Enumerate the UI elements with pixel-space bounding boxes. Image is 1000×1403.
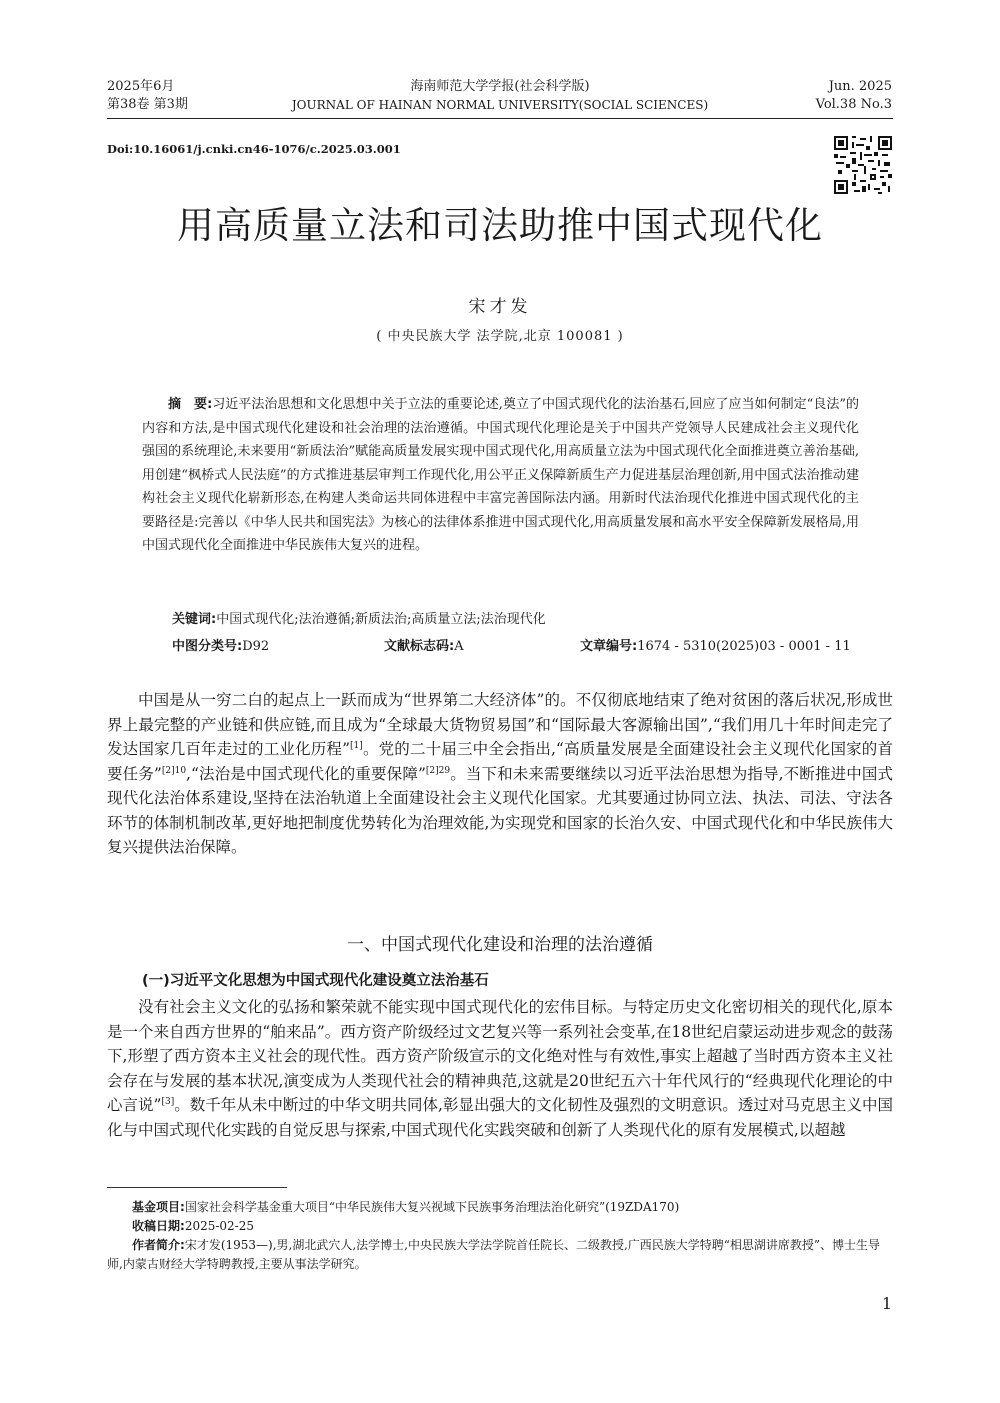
- received-label: 收稿日期:: [132, 1219, 185, 1233]
- qr-code: [834, 136, 892, 194]
- footnote-received: [132, 1217, 892, 1236]
- issue-volume-en: Vol.38 No.3: [815, 97, 892, 112]
- fund-label: 基金项目:: [132, 1200, 185, 1214]
- journal-name-en: JOURNAL OF HAINAN NORMAL UNIVERSITY(SOCIAL SCIENCES): [291, 98, 709, 112]
- header-center: [250, 78, 750, 114]
- citation-ref: [3]: [161, 1096, 175, 1107]
- citation-ref: [1]: [350, 740, 363, 751]
- issue-volume-cn: 第38卷 第3期: [107, 97, 188, 112]
- article-number-label: 文章编号:: [580, 639, 638, 654]
- section-heading: 一、中国式现代化建设和治理的法治遵循: [347, 935, 653, 955]
- fund-text: 国家社会科学基金重大项目“中华民族伟大复兴视域下民族事务治理法治化研究”(19ZDA170): [184, 1200, 680, 1214]
- article-number: [580, 637, 851, 657]
- author-name: 宋才发: [468, 297, 532, 317]
- received-date: 2025-02-25: [184, 1219, 254, 1233]
- intro-text-4: 。当下和未来需要继续以习近平法治思想为指导,不断推进中国式现代化法治体系建设,坚持在法治轨道上全面建设社会主义现代化国家。尤其要通过协同立法、执法、司法、守法各环节的体制机制改革,更好地把制度优势转化为治理效能,为实现党和国家的长治久安、中国式现代化和中华民族伟大复兴提供法治保障。: [107, 764, 893, 856]
- footnote-author: [107, 1236, 893, 1274]
- footnote-fund: [132, 1198, 892, 1217]
- article-title: 用高质量立法和司法助推中国式现代化: [177, 204, 823, 247]
- keywords: [172, 610, 872, 630]
- keywords-text: 中国式现代化;法治遵循;新质法治;高质量立法;法治现代化: [216, 612, 546, 627]
- doc-code-value: A: [454, 639, 464, 654]
- header-rule: [107, 118, 893, 119]
- article-number-value: 1674 - 5310(2025)03 - 0001 - 11: [637, 639, 851, 654]
- section-paragraph: [107, 995, 893, 1142]
- section-text-1: 没有社会主义文化的弘扬和繁荣就不能实现中国式现代化的宏伟目标。与特定历史文化密切相关的现代化,原本是一个来自西方世界的“舶来品”。西方资产阶级经过文艺复兴等一系列社会变革,在18世纪启蒙运动进步观念的鼓荡下,形塑了西方资本主义社会的现代性。西方资产阶级宣示的文化绝对性与有效性,事实上超越了当时西方资本主义社会存在与发展的基本状况,演变成为人类现代社会的精神典范,这就是20世纪五六十年代风行的“经典现代化理论的中心言说”: [107, 998, 893, 1114]
- author-bio-label: 作者简介:: [132, 1238, 185, 1252]
- document-code: [384, 637, 464, 657]
- intro-text-2: 。党的二十届三中全会指出,“高质量发展是全面建设社会主义现代化国家的首要任务”: [107, 740, 893, 783]
- citation-ref: [2]29: [425, 765, 451, 776]
- intro-paragraph: [107, 688, 893, 860]
- abstract-text: 习近平法治思想和文化思想中关于立法的重要论述,奠立了中国式现代化的法治基石,回应了应当如何制定“良法”的内容和方法,是中国式现代化建设和社会治理的法治遵循。中国式现代化理论是关于中国共产党领导人民建成社会主义现代化强国的系统理论,未来要用“新质法治”赋能高质量发展实现中国式现代化,用高质量立法为中国式现代化全面推进奠立善治基础,用创建“枫桥式人民法庭”的方式推进基层审判工作现代化,用公平正义保障新质生产力促进基层治理创新,用中国式法治推动建构社会主义现代化崭新形态,在构建人类命运共同体进程中丰富完善国际法内涵。用新时代法治现代化推进中国式现代化的主要路径是:完善以《中华人民共和国宪法》为核心的法律体系推进中国式现代化,用高质量发展和高水平安全保障新发展格局,用中国式现代化全面推进中华民族伟大复兴的进程。: [142, 397, 860, 553]
- abstract-label: 摘 要:: [168, 397, 213, 412]
- clc-number: [172, 637, 269, 657]
- page-number: 1: [881, 1294, 892, 1313]
- intro-text-1: 中国是从一穷二白的起点上一跃而成为“世界第二大经济体”的。不仅彻底地结束了绝对贫困的落后状况,形成世界上最完整的产业链和供应链,而且成为“全球最大货物贸易国”和“国际最大客源输出国”,“我们用几十年时间走完了发达国家几百年走过的工业化历程”: [107, 691, 893, 758]
- doc-code-label: 文献标志码:: [384, 639, 455, 654]
- issue-date-en: Jun. 2025: [828, 79, 892, 94]
- clc-value: D92: [242, 639, 270, 654]
- abstract: [142, 393, 859, 558]
- section-text-2: 。数千年从未中断过的中华文明共同体,彰显出强大的文化韧性及强烈的文明意识。透过对马克思主义中国化与中国式现代化实践的自觉反思与探索,中国式现代化实践突破和创新了人类现代化的原有发展模式,以超越: [107, 1096, 893, 1139]
- doi: Doi:10.16061/j.cnki.cn46-1076/c.2025.03.001: [107, 142, 401, 156]
- keywords-label: 关键词:: [172, 612, 217, 627]
- journal-name-cn: 海南师范大学学报(社会科学版): [410, 79, 590, 94]
- subsection-heading: (一)习近平文化思想为中国式现代化建设奠立法治基石: [142, 973, 489, 989]
- header-left: [107, 78, 188, 114]
- clc-label: 中图分类号:: [172, 639, 243, 654]
- issue-date-cn: 2025年6月: [107, 79, 175, 94]
- citation-ref: [2]10: [161, 765, 187, 776]
- author-bio-text: 宋才发(1953—),男,湖北武穴人,法学博士,中央民族大学法学院首任院长、二级教授,广西民族大学特聘“相思湖讲席教授”、博士生导师,内蒙古财经大学特聘教授,主要从事法学研究。: [107, 1238, 881, 1271]
- intro-text-3: ,“法治是中国式现代化的重要保障”: [186, 764, 426, 783]
- author-affiliation: ( 中央民族大学 法学院,北京 100081 ): [376, 329, 624, 344]
- footnote-rule: [107, 1187, 287, 1188]
- header-right: [816, 78, 892, 114]
